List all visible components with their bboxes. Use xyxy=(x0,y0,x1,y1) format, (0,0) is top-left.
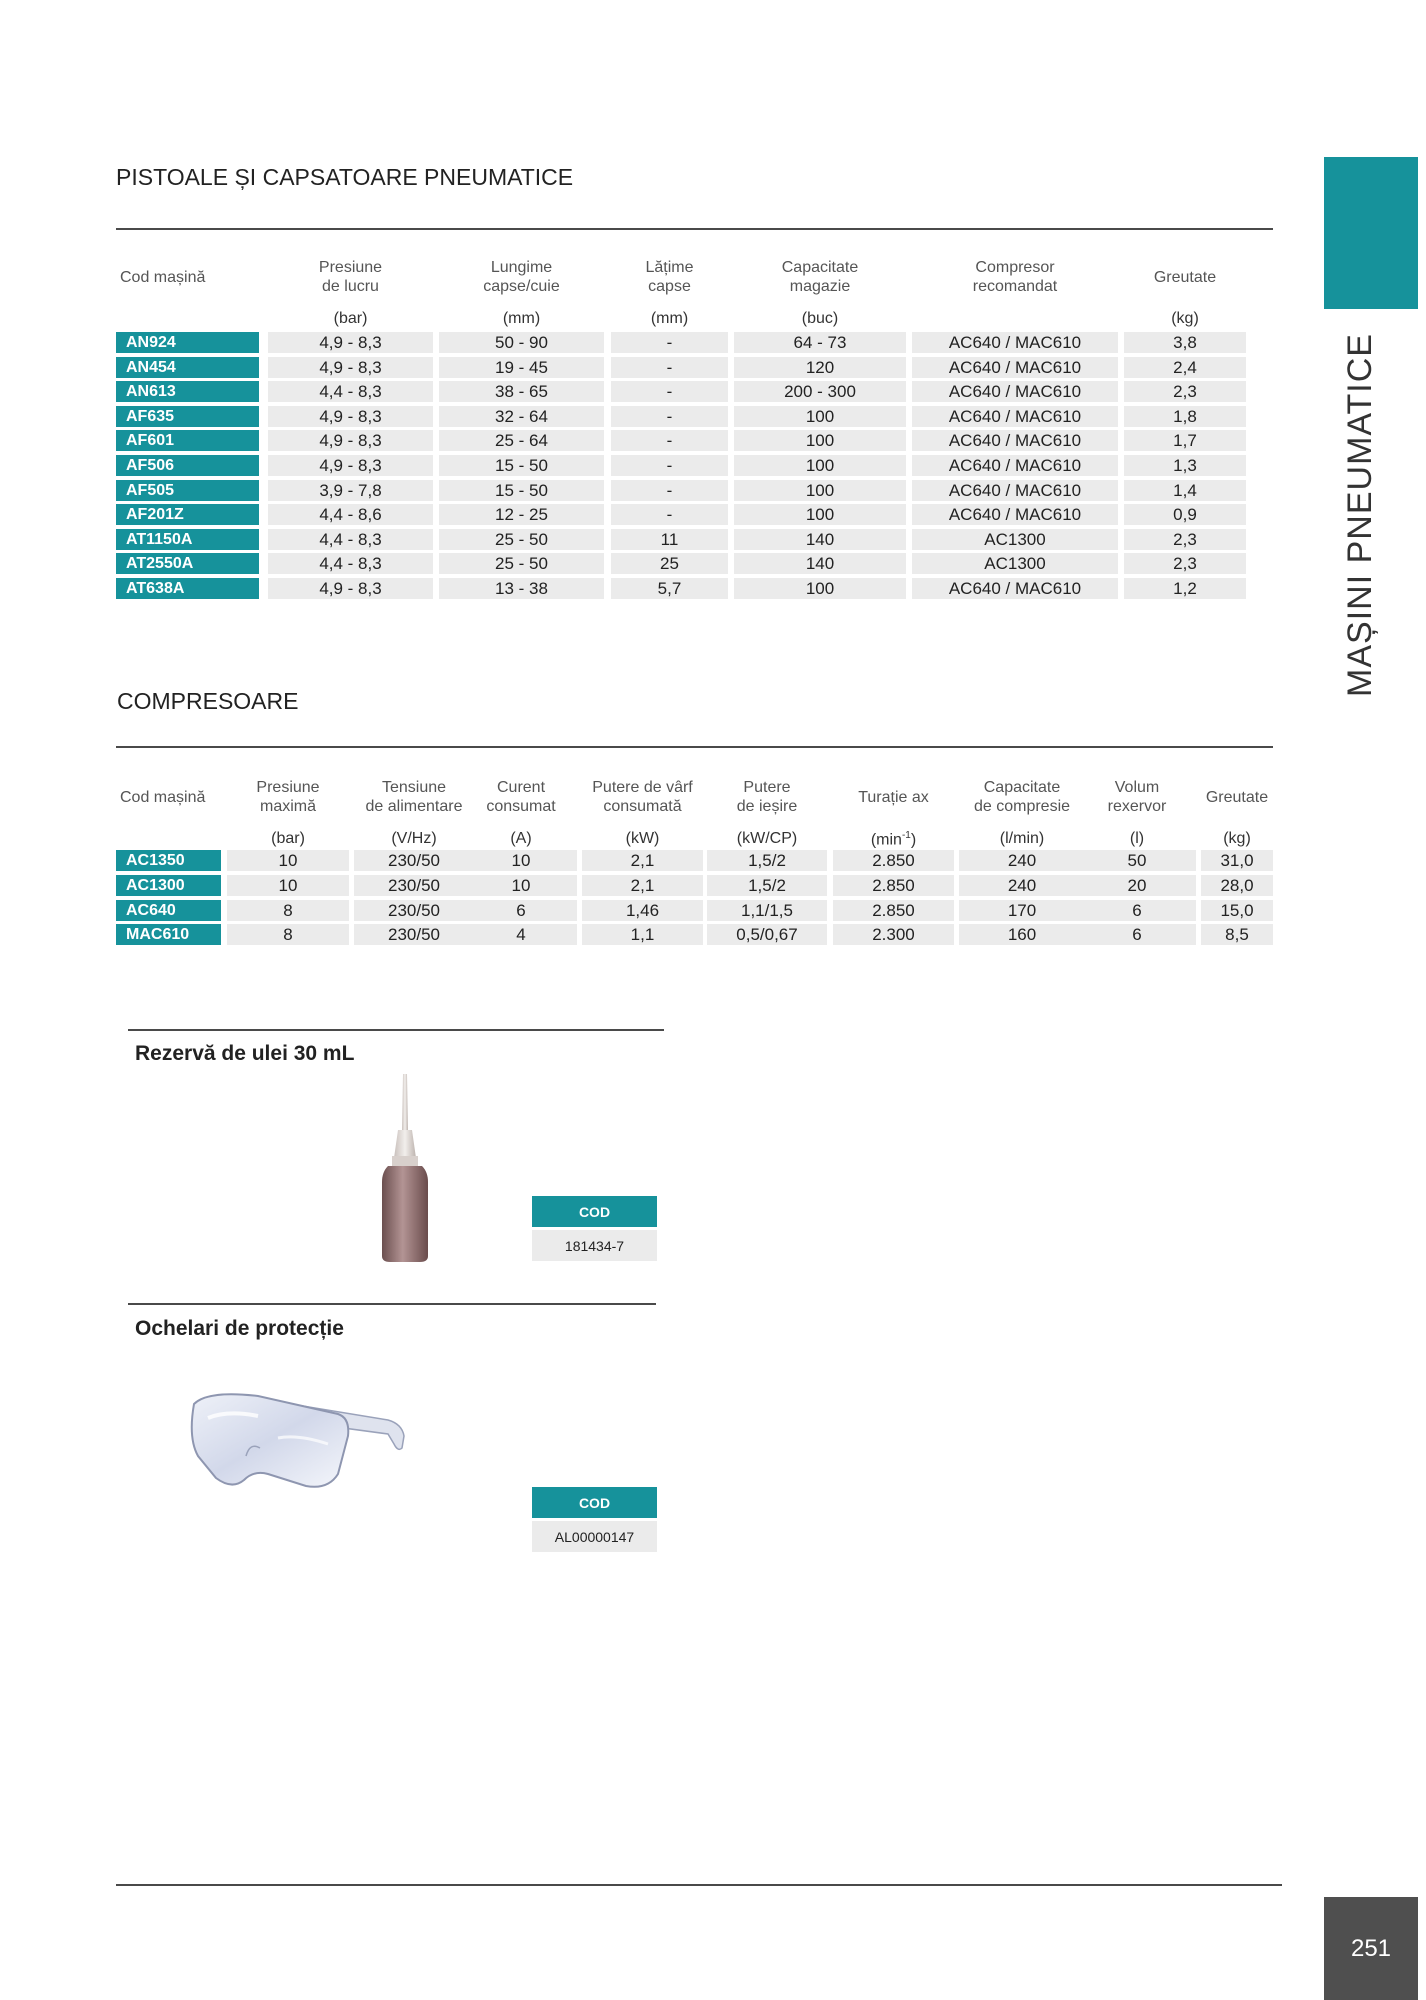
nailers-value-cell: 38 - 65 xyxy=(439,381,604,402)
nailers-value-cell: 12 - 25 xyxy=(439,504,604,525)
nailers-value-cell: 5,7 xyxy=(611,578,728,599)
compressors-value-cell: 10 xyxy=(465,850,577,871)
compressors-header-6-line-0: Turație ax xyxy=(858,789,929,806)
nailers-value-cell: 2,3 xyxy=(1124,553,1246,574)
nailers-code-cell: AF505 xyxy=(116,480,259,501)
nailers-code-cell: AF201Z xyxy=(116,504,259,525)
nailers-table-row xyxy=(116,406,1273,427)
nailers-value-cell: 1,3 xyxy=(1124,455,1246,476)
compressors-table-row xyxy=(116,924,1273,945)
compressors-value-cell: 230/50 xyxy=(354,850,474,871)
nailers-value-cell: 32 - 64 xyxy=(439,406,604,427)
nailers-value-cell: 1,4 xyxy=(1124,480,1246,501)
compressors-header-4-line-0: Putere de vârf xyxy=(592,779,693,796)
nailers-value-cell: 0,9 xyxy=(1124,504,1246,525)
compressors-value-cell: 1,5/2 xyxy=(707,875,827,896)
compressors-value-cell: 6 xyxy=(1078,924,1196,945)
nailers-header-3-line-0: Lățime xyxy=(645,259,694,276)
nailers-value-cell: - xyxy=(611,455,728,476)
nailers-value-cell: 2,3 xyxy=(1124,529,1246,550)
nailers-header-1-line-1: de lucru xyxy=(322,278,379,295)
compressors-unit-7: (l/min) xyxy=(999,830,1045,847)
compressors-value-cell: 2.850 xyxy=(833,850,954,871)
nailers-value-cell: 2,4 xyxy=(1124,357,1246,378)
nailers-header-5-line-0: Compresor xyxy=(975,259,1055,276)
nailers-value-cell: 4,4 - 8,3 xyxy=(268,529,433,550)
nailers-code-cell: AF506 xyxy=(116,455,259,476)
compressors-table-row xyxy=(116,900,1273,921)
nailers-table xyxy=(116,250,1273,610)
compressors-value-cell: 10 xyxy=(465,875,577,896)
nailers-table-row xyxy=(116,578,1273,599)
nailers-value-cell: 25 - 50 xyxy=(439,553,604,574)
safety-glasses-image xyxy=(188,1378,413,1503)
compressors-header-0-line-0: Cod mașină xyxy=(120,789,206,806)
compressors-code-cell: MAC610 xyxy=(116,924,221,945)
nailers-header-5-line-1: recomandat xyxy=(972,278,1058,295)
nailers-value-cell: AC1300 xyxy=(912,553,1118,574)
nailers-value-cell: 25 - 64 xyxy=(439,430,604,451)
compressors-header-7-line-1: de compresie xyxy=(973,798,1071,815)
nailers-header-3-line-1: capse xyxy=(648,278,691,295)
compressors-value-cell: 1,1/1,5 xyxy=(707,900,827,921)
nailers-value-cell: AC640 / MAC610 xyxy=(912,455,1118,476)
nailers-table-row xyxy=(116,480,1273,501)
nailers-value-cell: 11 xyxy=(611,529,728,550)
nailers-code-cell: AN454 xyxy=(116,357,259,378)
nailers-value-cell: 4,9 - 8,3 xyxy=(268,578,433,599)
nailers-value-cell: AC640 / MAC610 xyxy=(912,430,1118,451)
compressors-header-2-line-1: de alimentare xyxy=(365,798,463,815)
compressors-value-cell: 1,1 xyxy=(582,924,703,945)
oil-cod-value: 181434-7 xyxy=(532,1230,657,1261)
glasses-product-title: Ochelari de protecție xyxy=(135,1317,344,1340)
nailers-header-5 xyxy=(912,258,1118,296)
compressors-header-1-line-1: maximă xyxy=(259,798,316,815)
compressors-value-cell: 0,5/0,67 xyxy=(707,924,827,945)
nailers-value-cell: - xyxy=(611,357,728,378)
compressors-header-2-line-0: Tensiune xyxy=(381,779,447,796)
nailers-code-cell: AT2550A xyxy=(116,553,259,574)
nailers-value-cell: 140 xyxy=(734,553,906,574)
nailers-header-0-line-0: Cod mașină xyxy=(120,269,206,286)
compressors-section-title: COMPRESOARE xyxy=(117,688,299,714)
nailers-value-cell: 3,9 - 7,8 xyxy=(268,480,433,501)
nailers-code-cell: AT638A xyxy=(116,578,259,599)
nailers-code-cell: AN924 xyxy=(116,332,259,353)
nailers-section-rule xyxy=(116,228,1273,230)
nailers-header-1 xyxy=(268,258,433,296)
compressors-header-4 xyxy=(582,778,703,816)
compressors-unit-4: (kW) xyxy=(625,830,660,847)
compressors-value-cell: 10 xyxy=(227,850,349,871)
nailers-value-cell: 64 - 73 xyxy=(734,332,906,353)
compressors-value-cell: 2.300 xyxy=(833,924,954,945)
compressors-header-8 xyxy=(1078,778,1196,816)
compressors-unit-2: (V/Hz) xyxy=(391,830,437,847)
nailers-value-cell: - xyxy=(611,504,728,525)
compressors-section-rule xyxy=(116,746,1273,748)
nailers-table-row xyxy=(116,357,1273,378)
nailers-table-row xyxy=(116,529,1273,550)
nailers-value-cell: 100 xyxy=(734,578,906,599)
nailers-value-cell: 4,4 - 8,3 xyxy=(268,381,433,402)
compressors-value-cell: 2.850 xyxy=(833,900,954,921)
nailers-header-4-line-0: Capacitate xyxy=(781,259,859,276)
compressors-value-cell: 15,0 xyxy=(1201,900,1273,921)
compressors-value-cell: 20 xyxy=(1078,875,1196,896)
nailers-value-cell: 25 xyxy=(611,553,728,574)
nailers-value-cell: 100 xyxy=(734,430,906,451)
compressors-header-8-line-0: Volum xyxy=(1114,779,1160,796)
nailers-value-cell: 100 xyxy=(734,455,906,476)
nailers-section-title: PISTOALE ȘI CAPSATOARE PNEUMATICE xyxy=(116,164,574,190)
nailers-value-cell: 1,2 xyxy=(1124,578,1246,599)
nailers-value-cell: - xyxy=(611,406,728,427)
compressors-value-cell: 8,5 xyxy=(1201,924,1273,945)
compressors-header-3 xyxy=(465,778,577,816)
nailers-value-cell: - xyxy=(611,430,728,451)
nailers-header-6-line-0: Greutate xyxy=(1153,269,1217,286)
compressors-header-9-line-0: Greutate xyxy=(1205,789,1269,806)
nailers-value-cell: 19 - 45 xyxy=(439,357,604,378)
nailers-header-6 xyxy=(1124,268,1246,287)
compressors-value-cell: 2,1 xyxy=(582,850,703,871)
nailers-value-cell: - xyxy=(611,332,728,353)
compressors-header-8-line-1: rexervor xyxy=(1107,798,1167,815)
compressors-header-5 xyxy=(707,778,827,816)
compressors-code-cell: AC1300 xyxy=(116,875,221,896)
compressors-value-cell: 2.850 xyxy=(833,875,954,896)
nailers-value-cell: 3,8 xyxy=(1124,332,1246,353)
glasses-cod-value: AL00000147 xyxy=(532,1521,657,1552)
compressors-value-cell: 50 xyxy=(1078,850,1196,871)
compressors-header-3-line-1: consumat xyxy=(486,798,556,815)
nailers-header-2-line-0: Lungime xyxy=(490,259,553,276)
nailers-table-row xyxy=(116,455,1273,476)
nailers-value-cell: AC640 / MAC610 xyxy=(912,578,1118,599)
oil-product-title: Rezervă de ulei 30 mL xyxy=(135,1042,355,1065)
nailers-value-cell: 15 - 50 xyxy=(439,455,604,476)
side-section-label: MAȘINI PNEUMATICE xyxy=(1340,333,1379,697)
nailers-value-cell: AC640 / MAC610 xyxy=(912,357,1118,378)
nailers-unit-1: (bar) xyxy=(333,310,368,327)
nailers-value-cell: 140 xyxy=(734,529,906,550)
page-number: 251 xyxy=(1324,1897,1418,2000)
nailers-unit-4: (buc) xyxy=(801,310,839,327)
nailers-value-cell: 1,8 xyxy=(1124,406,1246,427)
nailers-value-cell: AC640 / MAC610 xyxy=(912,332,1118,353)
compressors-value-cell: 1,5/2 xyxy=(707,850,827,871)
nailers-header-1-line-0: Presiune xyxy=(318,259,383,276)
nailers-value-cell: AC640 / MAC610 xyxy=(912,504,1118,525)
compressors-unit-1: (bar) xyxy=(271,830,305,847)
compressors-value-cell: 31,0 xyxy=(1201,850,1273,871)
compressors-header-7 xyxy=(959,778,1085,816)
nailers-code-cell: AF601 xyxy=(116,430,259,451)
compressors-value-cell: 1,46 xyxy=(582,900,703,921)
nailers-value-cell: 4,4 - 8,3 xyxy=(268,553,433,574)
nailers-value-cell: 4,9 - 8,3 xyxy=(268,430,433,451)
nailers-value-cell: 100 xyxy=(734,504,906,525)
compressors-header-2 xyxy=(354,778,474,816)
nailers-value-cell: 13 - 38 xyxy=(439,578,604,599)
nailers-value-cell: 25 - 50 xyxy=(439,529,604,550)
nailers-value-cell: 15 - 50 xyxy=(439,480,604,501)
glasses-section-rule xyxy=(128,1303,656,1305)
nailers-value-cell: 4,9 - 8,3 xyxy=(268,455,433,476)
nailers-value-cell: - xyxy=(611,381,728,402)
nailers-value-cell: 1,7 xyxy=(1124,430,1246,451)
nailers-unit-3: (mm) xyxy=(650,310,689,327)
nailers-value-cell: 200 - 300 xyxy=(734,381,906,402)
nailers-value-cell: - xyxy=(611,480,728,501)
compressors-value-cell: 240 xyxy=(959,875,1085,896)
nailers-value-cell: 4,9 - 8,3 xyxy=(268,357,433,378)
nailers-value-cell: 2,3 xyxy=(1124,381,1246,402)
nailers-header-2 xyxy=(439,258,604,296)
nailers-value-cell: 100 xyxy=(734,406,906,427)
compressors-header-5-line-0: Putere xyxy=(743,779,791,796)
side-color-tab xyxy=(1324,157,1418,309)
nailers-value-cell: 4,9 - 8,3 xyxy=(268,406,433,427)
nailers-table-row xyxy=(116,430,1273,451)
compressors-value-cell: 28,0 xyxy=(1201,875,1273,896)
oil-section-rule xyxy=(128,1029,664,1031)
compressors-code-cell: AC1350 xyxy=(116,850,221,871)
nailers-code-cell: AT1150A xyxy=(116,529,259,550)
compressors-header-1 xyxy=(227,778,349,816)
compressors-table-row xyxy=(116,875,1273,896)
compressors-unit-9: (kg) xyxy=(1223,830,1251,847)
nailers-table-row xyxy=(116,553,1273,574)
nailers-header-4-line-1: magazie xyxy=(789,278,851,295)
nailers-header-2-line-1: capse/cuie xyxy=(483,278,560,295)
compressors-value-cell: 6 xyxy=(465,900,577,921)
compressors-header-4-line-1: consumată xyxy=(603,798,682,815)
compressors-code-cell: AC640 xyxy=(116,900,221,921)
compressors-header-3-line-0: Curent xyxy=(496,779,546,796)
compressors-table xyxy=(116,770,1273,950)
compressors-unit-8: (l) xyxy=(1129,830,1145,847)
compressors-value-cell: 8 xyxy=(227,900,349,921)
compressors-unit-3: (A) xyxy=(510,830,532,847)
nailers-code-cell: AF635 xyxy=(116,406,259,427)
compressors-value-cell: 10 xyxy=(227,875,349,896)
compressors-unit-6: $(\min^{-1})$ xyxy=(870,830,917,849)
nailers-value-cell: 120 xyxy=(734,357,906,378)
oil-bottle-image xyxy=(370,1070,440,1265)
nailers-table-row xyxy=(116,381,1273,402)
compressors-unit-5: (kW/CP) xyxy=(736,830,798,847)
nailers-value-cell: AC640 / MAC610 xyxy=(912,480,1118,501)
compressors-header-9 xyxy=(1201,788,1273,807)
compressors-value-cell: 230/50 xyxy=(354,924,474,945)
nailers-value-cell: 50 - 90 xyxy=(439,332,604,353)
footer-rule xyxy=(116,1884,1282,1886)
compressors-header-6 xyxy=(833,788,954,807)
glasses-cod-label: COD xyxy=(532,1487,657,1518)
nailers-unit-2: (mm) xyxy=(502,310,541,327)
compressors-value-cell: 240 xyxy=(959,850,1085,871)
nailers-value-cell: 100 xyxy=(734,480,906,501)
compressors-value-cell: 4 xyxy=(465,924,577,945)
compressors-value-cell: 230/50 xyxy=(354,900,474,921)
nailers-value-cell: AC640 / MAC610 xyxy=(912,381,1118,402)
compressors-value-cell: 6 xyxy=(1078,900,1196,921)
compressors-header-7-line-0: Capacitate xyxy=(983,779,1061,796)
nailers-code-cell: AN613 xyxy=(116,381,259,402)
compressors-value-cell: 160 xyxy=(959,924,1085,945)
nailers-header-3 xyxy=(611,258,728,296)
nailers-value-cell: AC640 / MAC610 xyxy=(912,406,1118,427)
compressors-value-cell: 2,1 xyxy=(582,875,703,896)
nailers-table-row xyxy=(116,332,1273,353)
nailers-value-cell: 4,9 - 8,3 xyxy=(268,332,433,353)
nailers-table-row xyxy=(116,504,1273,525)
nailers-header-4 xyxy=(734,258,906,296)
compressors-header-5-line-1: de ieșire xyxy=(736,798,798,815)
nailers-value-cell: AC1300 xyxy=(912,529,1118,550)
nailers-unit-6: (kg) xyxy=(1171,310,1199,327)
compressors-header-1-line-0: Presiune xyxy=(256,779,320,796)
nailers-value-cell: 4,4 - 8,6 xyxy=(268,504,433,525)
compressors-value-cell: 8 xyxy=(227,924,349,945)
oil-cod-label: COD xyxy=(532,1196,657,1227)
compressors-value-cell: 170 xyxy=(959,900,1085,921)
compressors-table-row xyxy=(116,850,1273,871)
compressors-value-cell: 230/50 xyxy=(354,875,474,896)
